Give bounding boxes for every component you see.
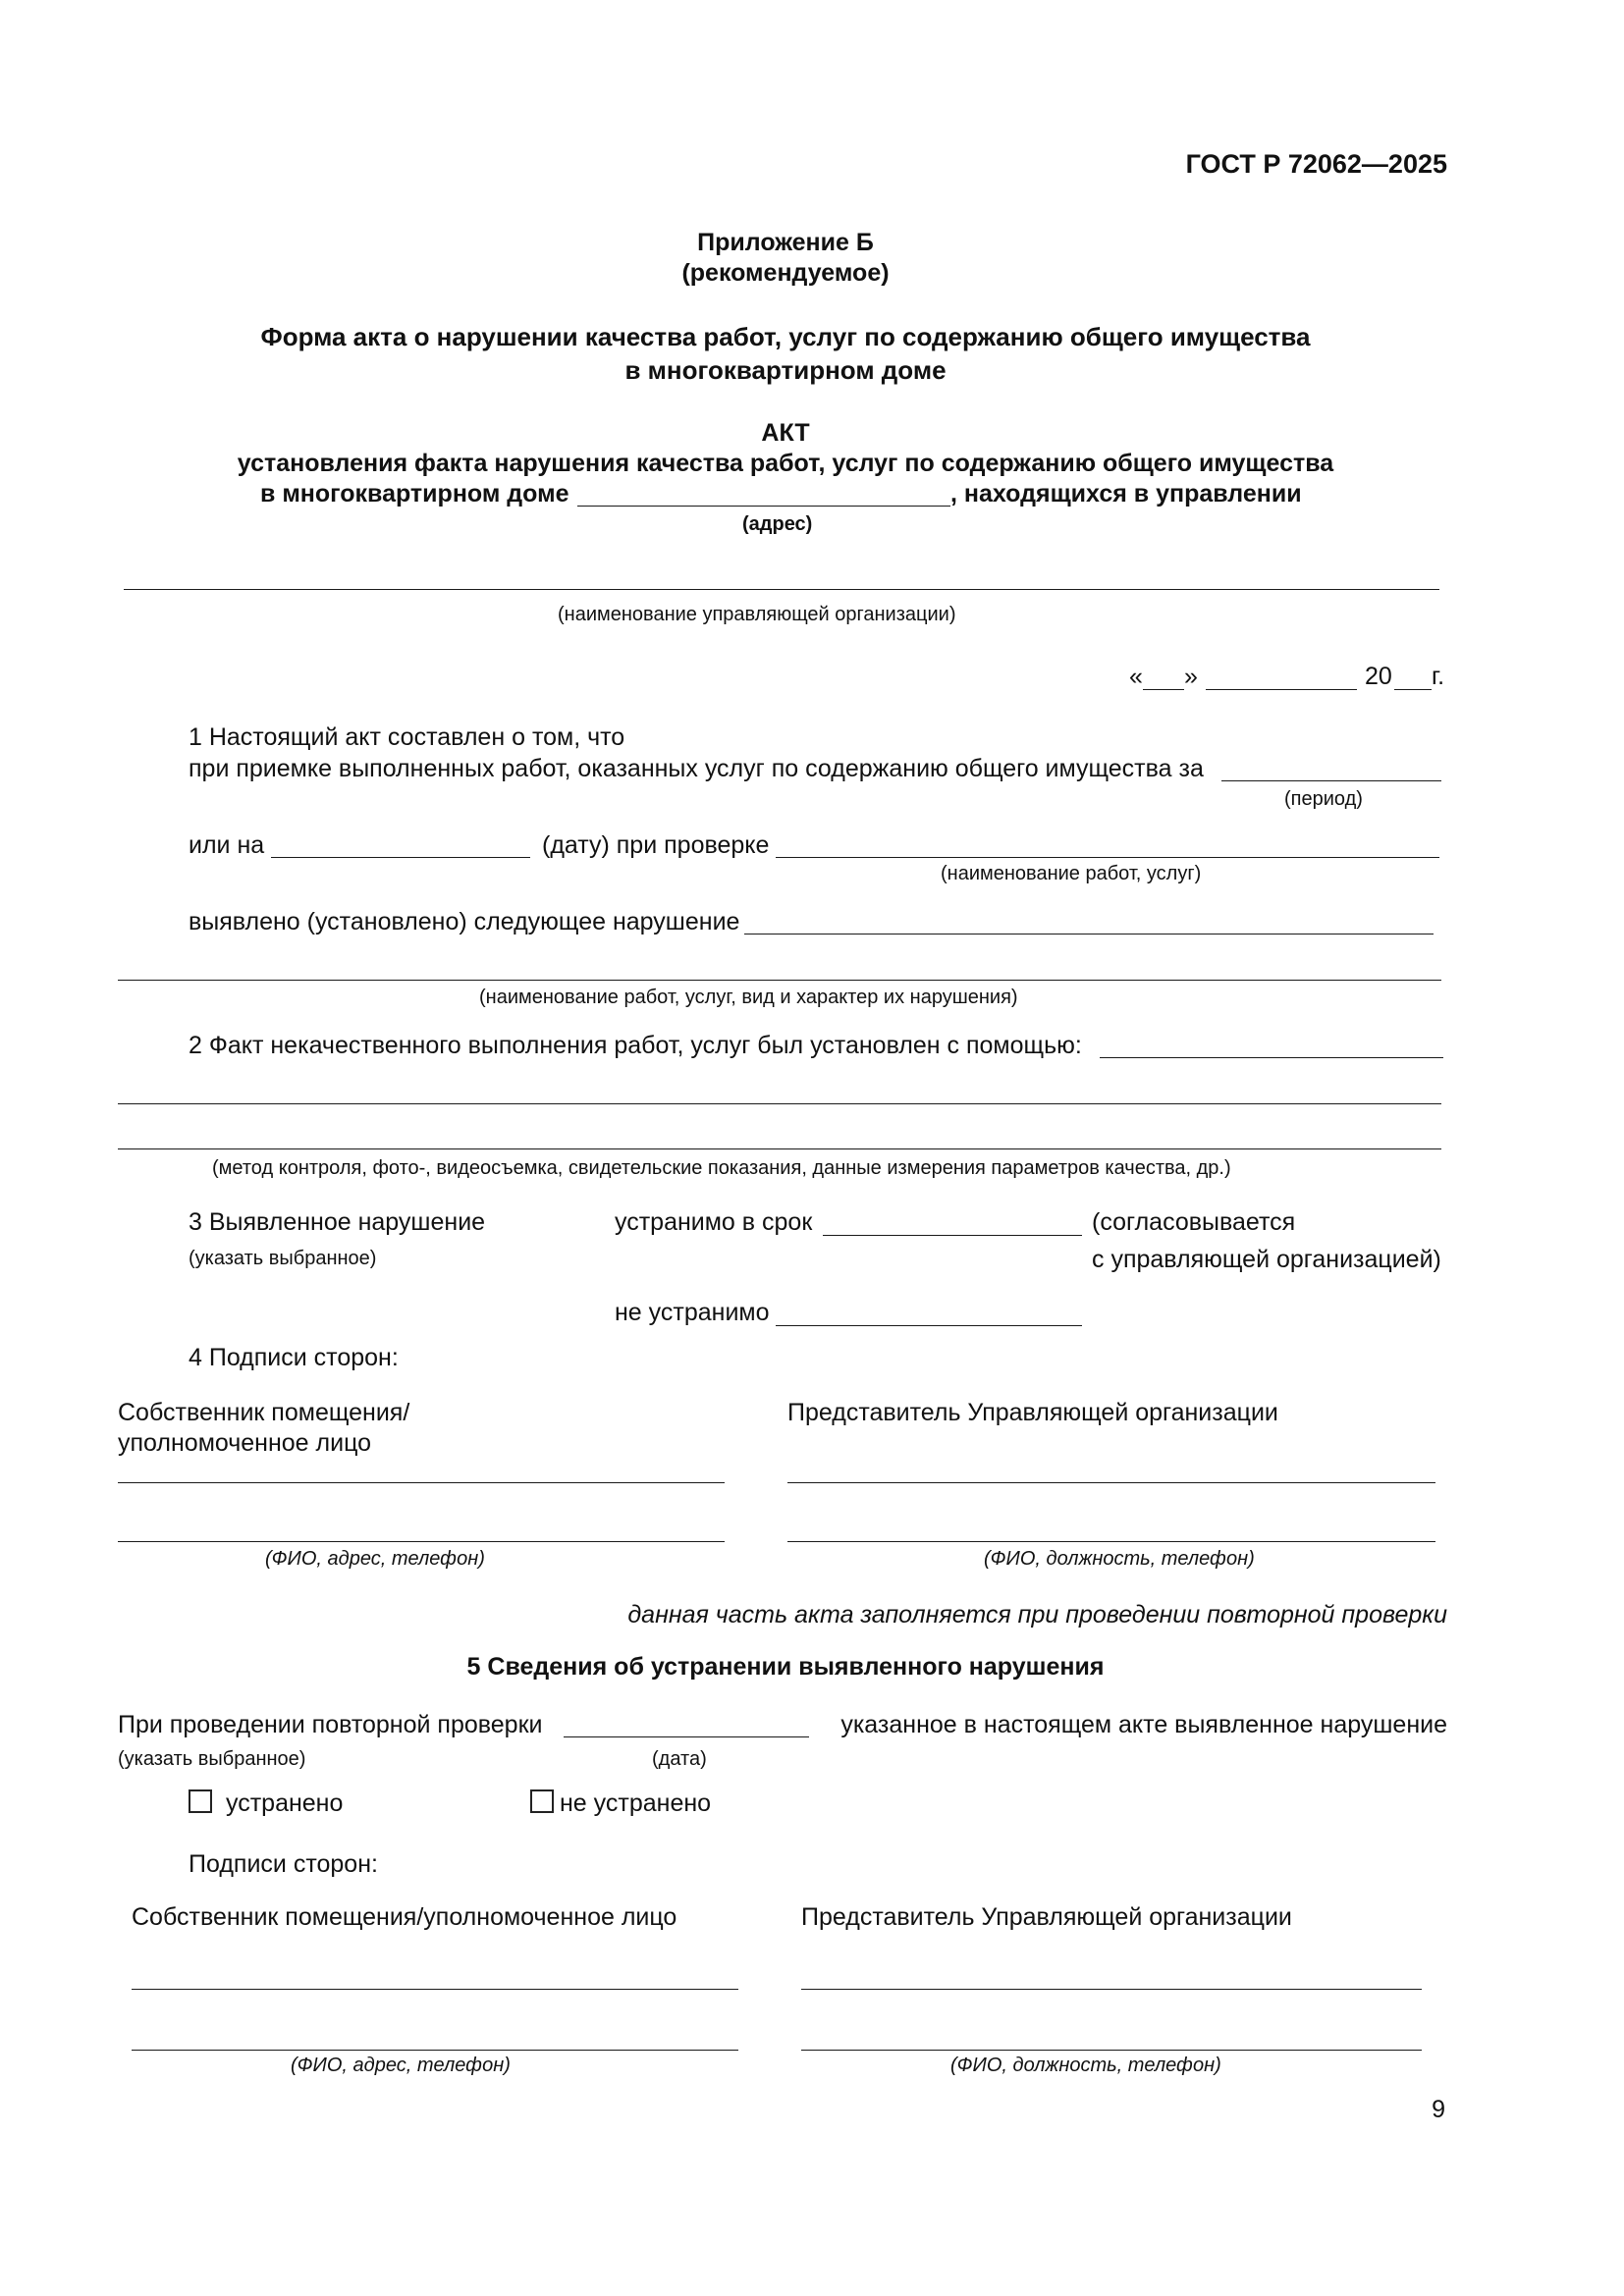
section5-owner-signature-field[interactable] bbox=[132, 1989, 738, 1990]
date-month-field[interactable] bbox=[1206, 689, 1357, 690]
agreed-line1: (согласовывается bbox=[1092, 1208, 1296, 1236]
violation-caption: (наименование работ, услуг, вид и характер их нарушения) bbox=[479, 987, 1018, 1008]
address-field[interactable] bbox=[577, 506, 950, 507]
section5-owner-caption: (ФИО, адрес, телефон) bbox=[291, 2055, 511, 2076]
recheck-date-caption: (дата) bbox=[652, 1748, 707, 1770]
violation-field-2[interactable] bbox=[118, 980, 1441, 981]
appendix-status: (рекомендуемое) bbox=[681, 259, 890, 287]
section5-owner-label: Собственник помещения/уполномоченное лицо bbox=[132, 1903, 677, 1931]
rep-signature-field[interactable] bbox=[787, 1482, 1435, 1483]
or-on-label: или на bbox=[189, 831, 265, 859]
org-name-field[interactable] bbox=[124, 589, 1439, 590]
section5-rep-label: Представитель Управляющей организации bbox=[801, 1903, 1292, 1931]
section1-intro: 1 Настоящий акт составлен о том, что bbox=[189, 723, 625, 751]
option-fixed-label: устранено bbox=[226, 1789, 344, 1817]
owner-details-field[interactable] bbox=[118, 1541, 725, 1542]
fixed-checkbox[interactable] bbox=[189, 1789, 212, 1813]
act-title: АКТ bbox=[761, 419, 810, 447]
section5-title: 5 Сведения об устранении выявленного нарушения bbox=[466, 1653, 1105, 1681]
form-title-line2: в многоквартирном доме bbox=[624, 355, 947, 385]
section2-text: 2 Факт некачественного выполнения работ, услуг был установлен с помощью: bbox=[189, 1032, 1082, 1059]
period-field[interactable] bbox=[1221, 780, 1441, 781]
check-date-field[interactable] bbox=[271, 857, 530, 858]
owner-label-line2: уполномоченное лицо bbox=[118, 1429, 372, 1457]
section5-text-start: При проведении повторной проверки bbox=[118, 1711, 543, 1738]
section3-note: (указать выбранное) bbox=[189, 1248, 377, 1269]
owner-caption: (ФИО, адрес, телефон) bbox=[265, 1548, 485, 1570]
option-fixed[interactable] bbox=[189, 1789, 343, 1818]
period-caption: (период) bbox=[1284, 788, 1363, 810]
section2-caption: (метод контроля, фото-, видеосъемка, свидетельские показания, данные измерения параметров качества, др.) bbox=[212, 1157, 1231, 1179]
section5-rep-caption: (ФИО, должность, телефон) bbox=[950, 2055, 1221, 2076]
date-year-field[interactable] bbox=[1394, 689, 1432, 690]
section5-rep-signature-field[interactable] bbox=[801, 1989, 1422, 1990]
standard-number: ГОСТ Р 72062—2025 bbox=[1185, 149, 1447, 179]
act-subtitle-line2-end: , находящихся в управлении bbox=[950, 480, 1302, 507]
date-year-suffix: г. bbox=[1432, 663, 1445, 690]
rep-label: Представитель Управляющей организации bbox=[787, 1399, 1278, 1426]
date-open-quote: « bbox=[1129, 663, 1143, 690]
date-close-quote: » bbox=[1184, 663, 1198, 690]
violation-label: выявлено (установлено) следующее нарушение bbox=[189, 908, 740, 935]
owner-signature-field[interactable] bbox=[118, 1482, 725, 1483]
not-fixable-label: не устранимо bbox=[615, 1299, 770, 1326]
org-caption: (наименование управляющей организации) bbox=[558, 604, 956, 625]
act-subtitle-line1: установления факта нарушения качества работ, услуг по содержанию общего имущества bbox=[237, 450, 1334, 477]
rep-details-field[interactable] bbox=[787, 1541, 1435, 1542]
method-field-3[interactable] bbox=[118, 1148, 1441, 1149]
date-day-field[interactable] bbox=[1143, 689, 1184, 690]
option-not-fixed-label: не устранено bbox=[560, 1789, 712, 1817]
works-field[interactable] bbox=[776, 857, 1439, 858]
address-caption: (адрес) bbox=[742, 513, 813, 535]
appendix-title: Приложение Б bbox=[697, 229, 874, 256]
option-not-fixed[interactable] bbox=[530, 1789, 711, 1818]
section5-note: (указать выбранное) bbox=[118, 1748, 306, 1770]
agreed-line2: с управляющей организацией) bbox=[1092, 1246, 1441, 1273]
section1-acceptance: при приемке выполненных работ, оказанных услуг по содержанию общего имущества за bbox=[189, 755, 1204, 782]
recheck-date-field[interactable] bbox=[564, 1736, 809, 1737]
page-number: 9 bbox=[1432, 2096, 1445, 2123]
works-caption: (наименование работ, услуг) bbox=[941, 863, 1202, 884]
section5-signatures-label: Подписи сторон: bbox=[189, 1850, 378, 1878]
owner-label-line1: Собственник помещения/ bbox=[118, 1399, 410, 1426]
fixable-label: устранимо в срок bbox=[615, 1208, 813, 1236]
not-fixable-field[interactable] bbox=[776, 1325, 1082, 1326]
rep-caption: (ФИО, должность, телефон) bbox=[984, 1548, 1255, 1570]
date-year-prefix: 20 bbox=[1365, 663, 1392, 690]
method-field-2[interactable] bbox=[118, 1103, 1441, 1104]
section5-rep-details-field[interactable] bbox=[801, 2050, 1422, 2051]
form-title-line1: Форма акта о нарушении качества работ, услуг по содержанию общего имущества bbox=[260, 322, 1311, 351]
section5-text-end: указанное в настоящем акте выявленное нарушение bbox=[840, 1711, 1447, 1738]
section5-owner-details-field[interactable] bbox=[132, 2050, 738, 2051]
act-subtitle-line2-start: в многоквартирном доме bbox=[260, 480, 569, 507]
deadline-field[interactable] bbox=[823, 1235, 1082, 1236]
section4-label: 4 Подписи сторон: bbox=[189, 1344, 399, 1371]
not-fixed-checkbox[interactable] bbox=[530, 1789, 554, 1813]
method-field[interactable] bbox=[1100, 1057, 1443, 1058]
date-check-label: (дату) при проверке bbox=[542, 831, 770, 859]
repeat-check-note: данная часть акта заполняется при проведении повторной проверки bbox=[627, 1601, 1447, 1629]
section3-label: 3 Выявленное нарушение bbox=[189, 1208, 486, 1236]
